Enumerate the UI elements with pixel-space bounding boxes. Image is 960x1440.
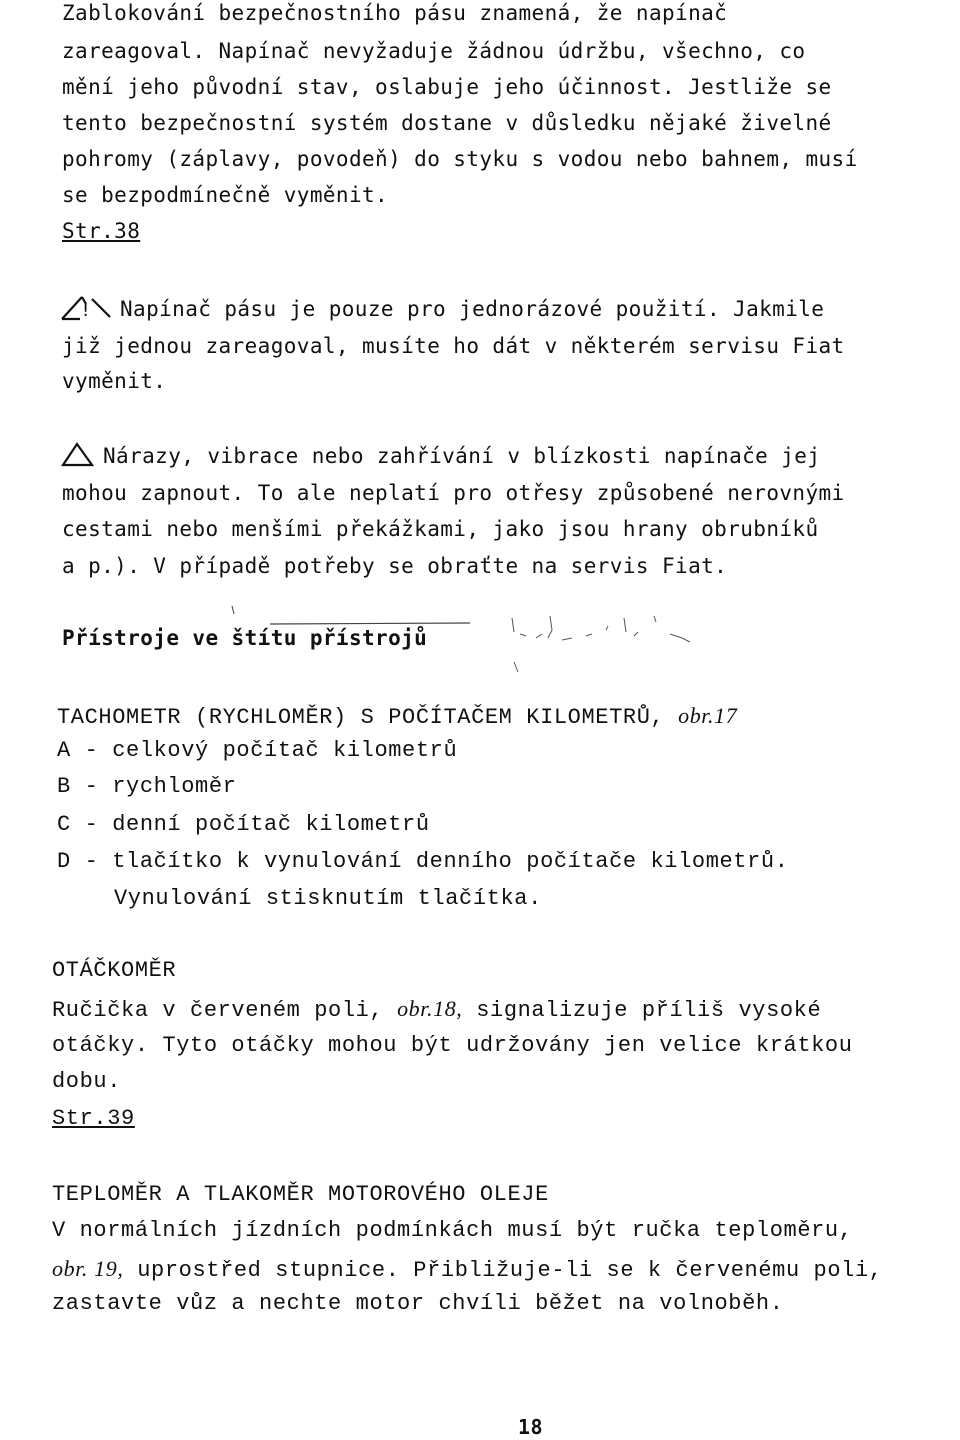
oil-gauge-line-1: V normálních jízdních podmínkách musí být ručka teploměru, xyxy=(52,1218,853,1243)
rev-counter-line-3: dobu. xyxy=(52,1069,122,1094)
svg-text:!: ! xyxy=(82,300,90,321)
warning2-line-3: cestami nebo menšími překážkami, jako jsou hrany obrubníků xyxy=(62,517,819,541)
tachometer-figure-ref: obr.17 xyxy=(678,703,738,728)
intro-line-2: zareagoval. Napínač nevyžaduje žádnou údržbu, všechno, co xyxy=(62,39,806,63)
rev-counter-line-1-end: signalizuje příliš vysoké xyxy=(476,998,822,1023)
warning-triangle-icon xyxy=(60,295,112,321)
rev-counter-figure-ref: obr.18, xyxy=(397,996,463,1021)
oil-gauge-figure-ref: obr. 19, xyxy=(52,1256,124,1281)
warning2-line-4: a p.). V případě potřeby se obraťte na servis Fiat. xyxy=(62,554,728,578)
page-ref-39: Str.39 xyxy=(52,1106,135,1131)
intro-line-1: Zablokování bezpečnostního pásu znamená, že napínač xyxy=(62,1,728,25)
oil-gauge-title: TEPLOMĚR A TLAKOMĚR MOTOROVÉHO OLEJE xyxy=(52,1182,549,1207)
tachometer-item-b: B - rychloměr xyxy=(57,774,237,799)
tachometer-item-a: A - celkový počítač kilometrů xyxy=(57,738,458,763)
tachometer-item-d-continuation: Vynulování stisknutím tlačítka. xyxy=(114,886,542,911)
tachometer-item-c: C - denní počítač kilometrů xyxy=(57,812,430,837)
scan-noise-marks xyxy=(230,598,730,678)
oil-gauge-line-2 xyxy=(52,1256,883,1284)
intro-line-4: tento bezpečnostní systém dostane v důsledku nějaké živelné xyxy=(62,111,832,135)
warning1-line-1: Napínač pásu je pouze pro jednorázové použití. Jakmile xyxy=(120,297,825,321)
rev-counter-line-1 xyxy=(52,996,821,1024)
intro-line-3: mění jeho původní stav, oslabuje jeho účinnost. Jestliže se xyxy=(62,75,832,99)
tachometer-title xyxy=(57,703,737,731)
warning-triangle-icon xyxy=(60,441,96,467)
intro-line-6: se bezpodmínečně vyměnit. xyxy=(62,183,389,207)
warning2-line-1: Nárazy, vibrace nebo zahřívání v blízkosti napínače jej xyxy=(103,444,821,468)
oil-gauge-line-2-end: uprostřed stupnice. Přibližuje-li se k červenému poli, xyxy=(137,1258,883,1283)
rev-counter-line-1-start: Ručička v červeném poli, xyxy=(52,998,384,1023)
tachometer-title-text: TACHOMETR (RYCHLOMĚR) S POČÍTAČEM KILOMETRŮ, xyxy=(57,705,665,730)
warning1-line-3: vyměnit. xyxy=(62,369,167,393)
warning1-line-2: již jednou zareagoval, musíte ho dát v některém servisu Fiat xyxy=(62,334,845,358)
rev-counter-title: OTÁČKOMĚR xyxy=(52,958,177,983)
oil-gauge-line-3: zastavte vůz a nechte motor chvíli běžet na volnoběh. xyxy=(52,1291,784,1316)
section-heading: Přístroje ve štítu přístrojů xyxy=(62,626,428,650)
page-number: 18 xyxy=(518,1415,543,1439)
rev-counter-line-2: otáčky. Tyto otáčky mohou být udržovány jen velice krátkou xyxy=(52,1033,853,1058)
page-ref-38: Str.38 xyxy=(62,219,141,243)
intro-line-5: pohromy (záplavy, povodeň) do styku s vodou nebo bahnem, musí xyxy=(62,147,858,171)
warning2-line-2: mohou zapnout. To ale neplatí pro otřesy způsobené nerovnými xyxy=(62,481,845,505)
tachometer-item-d: D - tlačítko k vynulování denního počítače kilometrů. xyxy=(57,849,789,874)
